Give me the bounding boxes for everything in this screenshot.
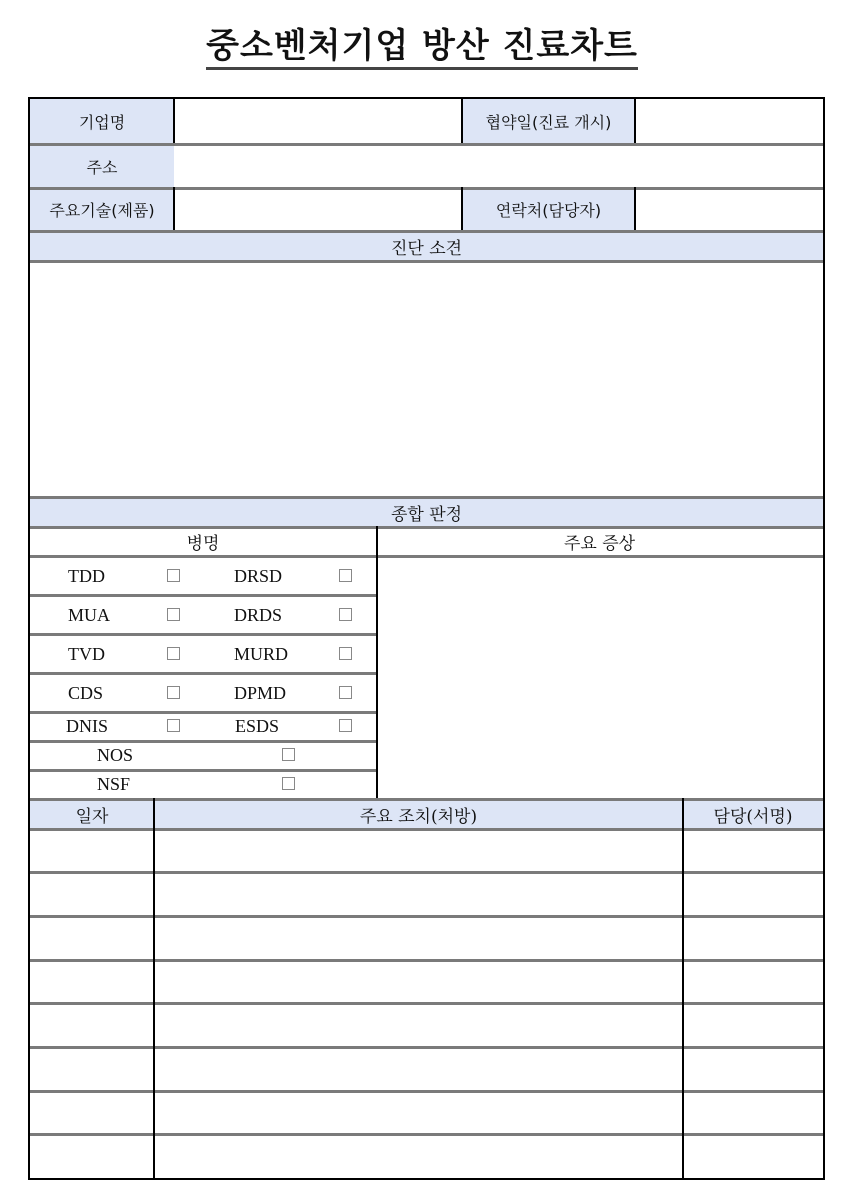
- divider: [30, 1046, 823, 1049]
- divider: [30, 672, 376, 675]
- divider: [634, 99, 636, 143]
- disease-header: 병명: [186, 534, 220, 554]
- divider: [376, 526, 378, 798]
- checkbox-tdd[interactable]: [167, 569, 180, 582]
- action-cell[interactable]: [154, 960, 683, 1003]
- divider: [30, 711, 376, 714]
- main-tech-label: 주요기술(제품): [30, 188, 174, 231]
- checkbox-drsd[interactable]: [339, 569, 352, 582]
- chart-form: [28, 97, 825, 1180]
- signer-cell[interactable]: [683, 1091, 823, 1134]
- disease-label: DRSD: [234, 566, 283, 586]
- contact-label: 연락처(담당자): [462, 188, 635, 231]
- disease-label: DPMD: [234, 683, 287, 703]
- disease-label: NOS: [97, 745, 134, 765]
- divider: [30, 496, 823, 499]
- checkbox-tvd[interactable]: [167, 647, 180, 660]
- action-cell[interactable]: [154, 1004, 683, 1047]
- disease-label: MURD: [234, 644, 289, 664]
- date-cell[interactable]: [30, 1004, 154, 1047]
- divider: [30, 633, 376, 636]
- divider: [30, 740, 376, 743]
- action-cell[interactable]: [154, 1047, 683, 1090]
- date-cell[interactable]: [30, 1091, 154, 1134]
- date-cell[interactable]: [30, 916, 154, 959]
- diagnosis-header: 진단 소견: [30, 231, 823, 261]
- divider: [30, 915, 823, 918]
- symptoms-field[interactable]: [377, 556, 823, 799]
- disease-label: DNIS: [66, 716, 109, 736]
- divider: [30, 260, 823, 263]
- signer-cell[interactable]: [683, 829, 823, 872]
- signer-cell[interactable]: [683, 916, 823, 959]
- divider: [30, 555, 823, 558]
- contact-field[interactable]: [635, 188, 823, 231]
- divider: [461, 99, 463, 143]
- checkbox-nsf[interactable]: [282, 777, 295, 790]
- date-cell[interactable]: [30, 960, 154, 1003]
- divider: [30, 828, 823, 831]
- agreement-date-field[interactable]: [635, 99, 823, 144]
- address-label: 주소: [30, 144, 174, 188]
- diagnosis-field[interactable]: [30, 261, 823, 497]
- disease-label: CDS: [68, 683, 104, 703]
- divider: [30, 871, 823, 874]
- date-cell[interactable]: [30, 873, 154, 916]
- signer-cell[interactable]: [683, 1004, 823, 1047]
- divider: [461, 187, 463, 230]
- action-cell[interactable]: [154, 1134, 683, 1178]
- divider: [30, 1090, 823, 1093]
- date-header: 일자: [30, 799, 154, 829]
- divider: [173, 187, 175, 230]
- signer-cell[interactable]: [683, 1047, 823, 1090]
- disease-label: ESDS: [235, 716, 280, 736]
- checkbox-dpmd[interactable]: [339, 686, 352, 699]
- date-cell[interactable]: [30, 1047, 154, 1090]
- divider: [30, 230, 823, 233]
- disease-label: TVD: [68, 644, 105, 664]
- checkbox-esds[interactable]: [339, 719, 352, 732]
- signer-cell[interactable]: [683, 960, 823, 1003]
- symptoms-header: 주요 증상: [563, 534, 636, 554]
- divider: [30, 187, 823, 190]
- divider: [634, 187, 636, 230]
- company-name-field[interactable]: [174, 99, 462, 144]
- divider: [30, 798, 823, 801]
- date-cell[interactable]: [30, 1134, 154, 1178]
- divider: [153, 798, 155, 1178]
- divider: [30, 959, 823, 962]
- divider: [30, 143, 823, 146]
- date-cell[interactable]: [30, 829, 154, 872]
- checkbox-nos[interactable]: [282, 748, 295, 761]
- divider: [30, 1002, 823, 1005]
- action-cell[interactable]: [154, 873, 683, 916]
- divider: [30, 1133, 823, 1136]
- action-header: 주요 조치(처방): [154, 799, 683, 829]
- disease-label: MUA: [68, 605, 111, 625]
- action-cell[interactable]: [154, 1091, 683, 1134]
- divider: [682, 798, 684, 1178]
- company-name-label: 기업명: [30, 99, 174, 144]
- divider: [30, 769, 376, 772]
- checkbox-dnis[interactable]: [167, 719, 180, 732]
- agreement-date-label: 협약일(진료 개시): [462, 99, 635, 144]
- checkbox-mua[interactable]: [167, 608, 180, 621]
- checkbox-murd[interactable]: [339, 647, 352, 660]
- action-cell[interactable]: [154, 829, 683, 872]
- address-field[interactable]: [174, 144, 823, 188]
- divider: [173, 99, 175, 143]
- divider: [30, 594, 376, 597]
- judgment-header: 종합 판정: [30, 497, 823, 527]
- action-cell[interactable]: [154, 916, 683, 959]
- divider: [30, 526, 823, 529]
- checkbox-cds[interactable]: [167, 686, 180, 699]
- checkbox-drds[interactable]: [339, 608, 352, 621]
- signer-header: 담당(서명): [683, 799, 823, 829]
- disease-label: TDD: [68, 566, 105, 586]
- signer-cell[interactable]: [683, 873, 823, 916]
- page-title: 중소벤처기업 방산 진료차트: [0, 18, 844, 67]
- main-tech-field[interactable]: [174, 188, 462, 231]
- disease-label: DRDS: [234, 605, 283, 625]
- disease-label: NSF: [97, 774, 131, 794]
- signer-cell[interactable]: [683, 1134, 823, 1178]
